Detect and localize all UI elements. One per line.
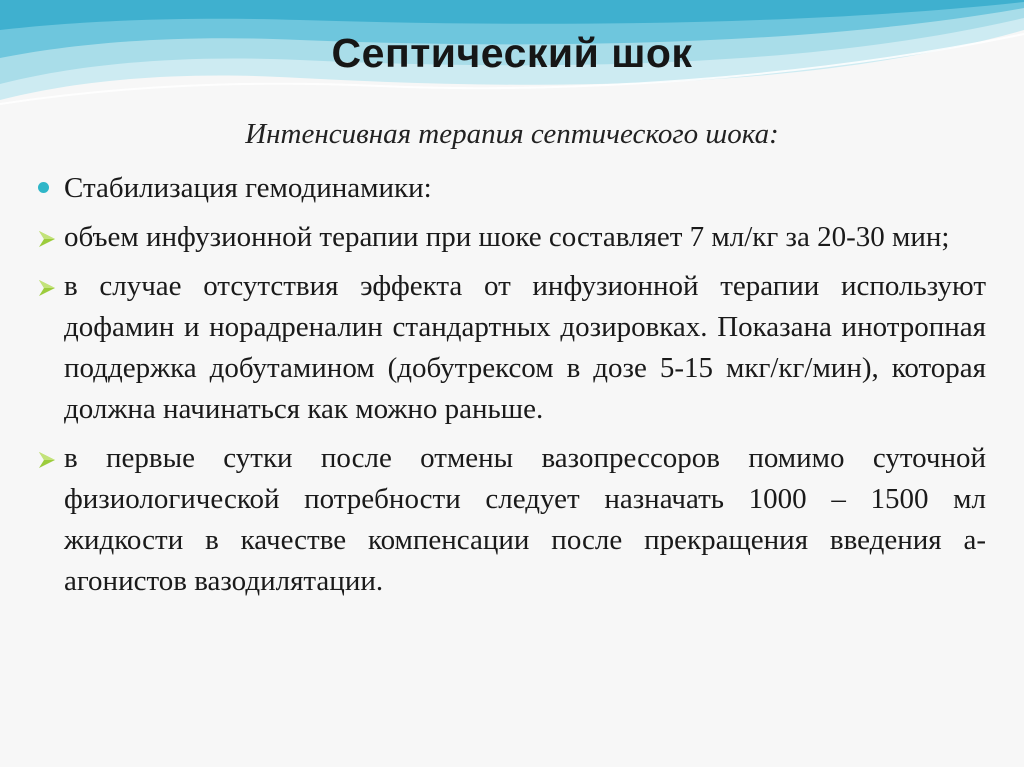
- arrow-item-3: [36, 438, 986, 602]
- arrow-item-1: [36, 217, 986, 258]
- arrow-item-text: в первые сутки после отмены вазопрессоров помимо суточной физиологической потребности следует назначать 1000 – 1500 мл жидкости в качестве компенсации после прекращения введения а-агонистов вазодилятации.: [64, 442, 986, 597]
- bullet-main-text: Стабилизация гемодинамики:: [64, 172, 432, 204]
- bullet-dot-icon: [38, 182, 49, 193]
- slide-body: [36, 168, 986, 610]
- arrow-bullet-icon: [36, 229, 58, 249]
- arrow-item-2: [36, 266, 986, 430]
- slide-title: Септический шок: [331, 30, 693, 76]
- arrow-item-text: объем инфузионной терапии при шоке составляет 7 мл/кг за 20-30 мин;: [64, 221, 950, 253]
- arrow-bullet-icon: [36, 450, 58, 470]
- bullet-item-main: [36, 168, 986, 209]
- slide-subtitle: Интенсивная терапия септического шока:: [245, 118, 779, 150]
- arrow-item-text: в случае отсутствия эффекта от инфузионной терапии используют дофамин и норадреналин стандартных дозировках. Показана инотропная поддержка добутамином (добутрексом в дозе 5-15 мкг/кг/мин), которая должна начинаться как можно раньше.: [64, 270, 986, 425]
- arrow-bullet-icon: [36, 278, 58, 298]
